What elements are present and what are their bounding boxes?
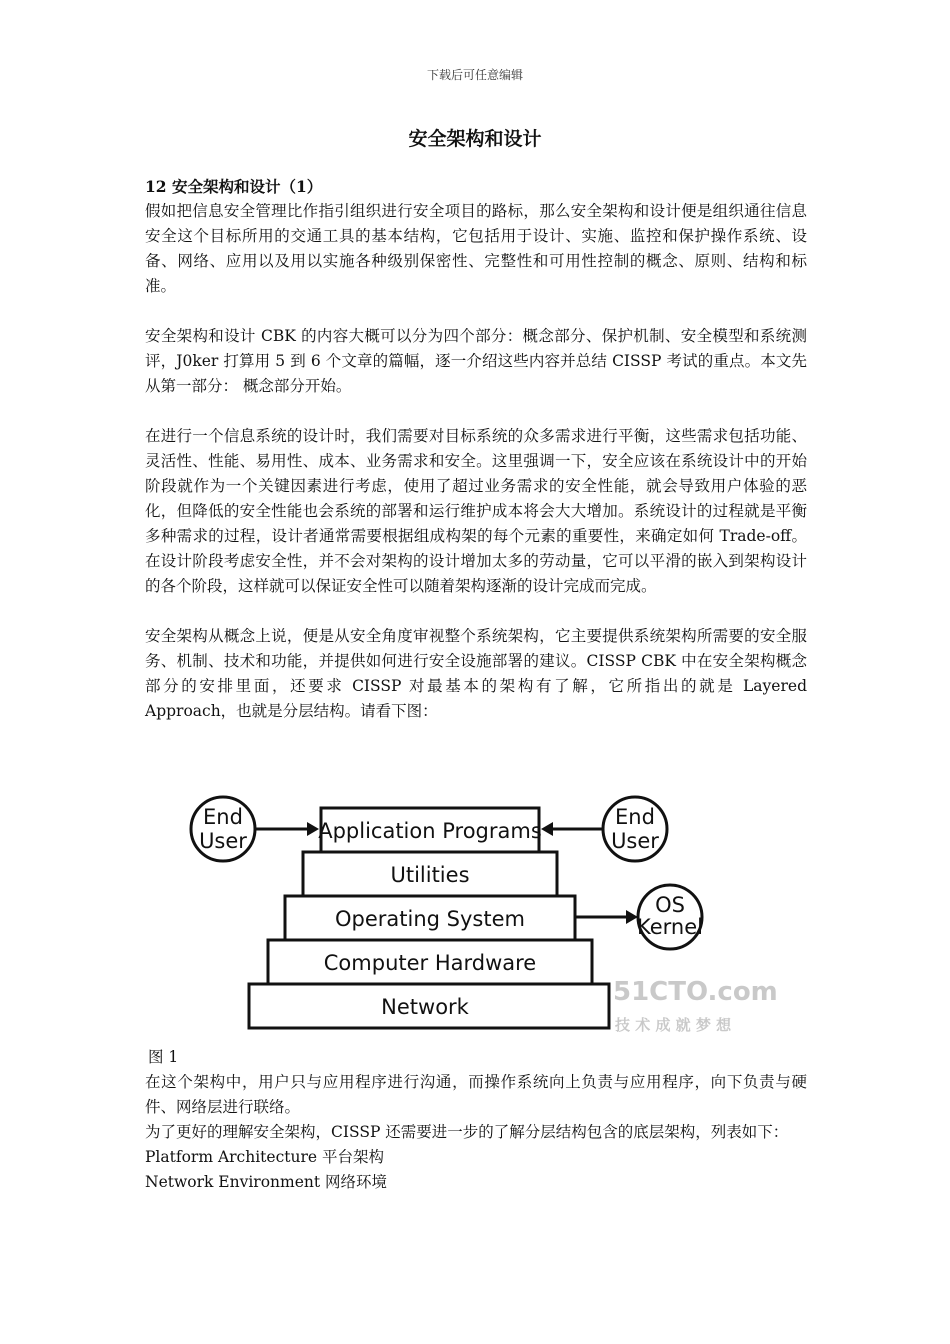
section-heading: 12 安全架构和设计（1） <box>145 177 323 196</box>
os-kernel-line2: Kernel <box>637 915 703 939</box>
document-title: 安全架构和设计 <box>408 128 542 150</box>
end-user-right-line2: User <box>611 829 659 853</box>
watermark-main: 51CTO.com <box>613 977 778 1007</box>
paragraph-layers-explain: 在这个架构中，用户只与应用程序进行沟通，而操作系统向上负责与应用程序，向下负责与硬件、网络层进行联络。 <box>145 1073 807 1116</box>
layered-approach-diagram <box>185 780 778 1040</box>
layer-label-network: Network <box>381 995 469 1019</box>
document-body <box>145 174 807 724</box>
arrowhead-right <box>541 822 553 836</box>
figure-caption: 图 1 <box>148 1048 179 1066</box>
list-item-platform: Platform Architecture 平台架构 <box>145 1148 384 1166</box>
document-body-continued <box>145 1070 807 1195</box>
arrowhead-left <box>307 822 319 836</box>
list-item-network: Network Environment 网络环境 <box>145 1173 388 1191</box>
layer-label-application: Application Programs <box>318 819 542 843</box>
os-kernel-line1: OS <box>655 893 685 917</box>
watermark-sub: 技 术 成 就 梦 想 <box>615 1016 732 1034</box>
paragraph-list-intro: 为了更好的理解安全架构，CISSP 还需要进一步的了解分层结构包含的底层架构，列表如下： <box>145 1123 789 1141</box>
layer-label-utilities: Utilities <box>390 863 470 887</box>
end-user-left-line2: User <box>199 829 247 853</box>
layer-label-hardware: Computer Hardware <box>323 951 537 975</box>
paragraph-architecture: 安全架构从概念上说，便是从安全角度审视整个系统架构，它主要提供系统架构所需要的安全服务、机制、技术和功能，并提供如何进行安全设施部署的建议。CISSP CBK 中在安全架构概念部分的安排里面，还要求 CISSP 对最基本的架构有了解，它所指出的就是 Layered Approach，也就是分层结构。请看下图： <box>145 627 807 720</box>
paragraph-intro: 假如把信息安全管理比作指引组织进行安全项目的路标，那么安全架构和设计便是组织通往信息安全这个目标所用的交通工具的基本结构，它包括用于设计、实施、监控和保护操作系统、设备、网络、应用以及用以实施各种级别保密性、完整性和可用性控制的概念、原则、结构和标准。 <box>145 202 807 295</box>
paragraph-design: 在进行一个信息系统的设计时，我们需要对目标系统的众多需求进行平衡，这些需求包括功能、灵活性、性能、易用性、成本、业务需求和安全。这里强调一下，安全应该在系统设计中的开始阶段就作为一个关键因素进行考虑，使用了超过业务需求的安全性能，就会导致用户体验的恶化，但降低的安全性能也会系统的部署和运行维护成本将会大大增加。系统设计的过程就是平衡多种需求的过程，设计者通常需要根据组成构架的每个元素的重要性，来确定如何 Trade-off。在设计阶段考虑安全性，并不会对架构的设计增加太多的劳动量，它可以平滑的嵌入到架构设计的各个阶段，这样就可以保证安全性可以随着架构逐渐的设计完成而完成。 <box>145 427 807 595</box>
layer-label-os: Operating System <box>335 907 525 931</box>
header-note: 下载后可任意编辑 <box>426 68 523 82</box>
paragraph-cbk: 安全架构和设计 CBK 的内容大概可以分为四个部分：概念部分、保护机制、安全模型和系统测评，J0ker 打算用 5 到 6 个文章的篇幅，逐一介绍这些内容并总结 CISSP 考试的重点。本文先从第一部分： 概念部分开始。 <box>145 327 807 395</box>
end-user-left-line1: End <box>203 805 243 829</box>
end-user-right-line1: End <box>615 805 655 829</box>
